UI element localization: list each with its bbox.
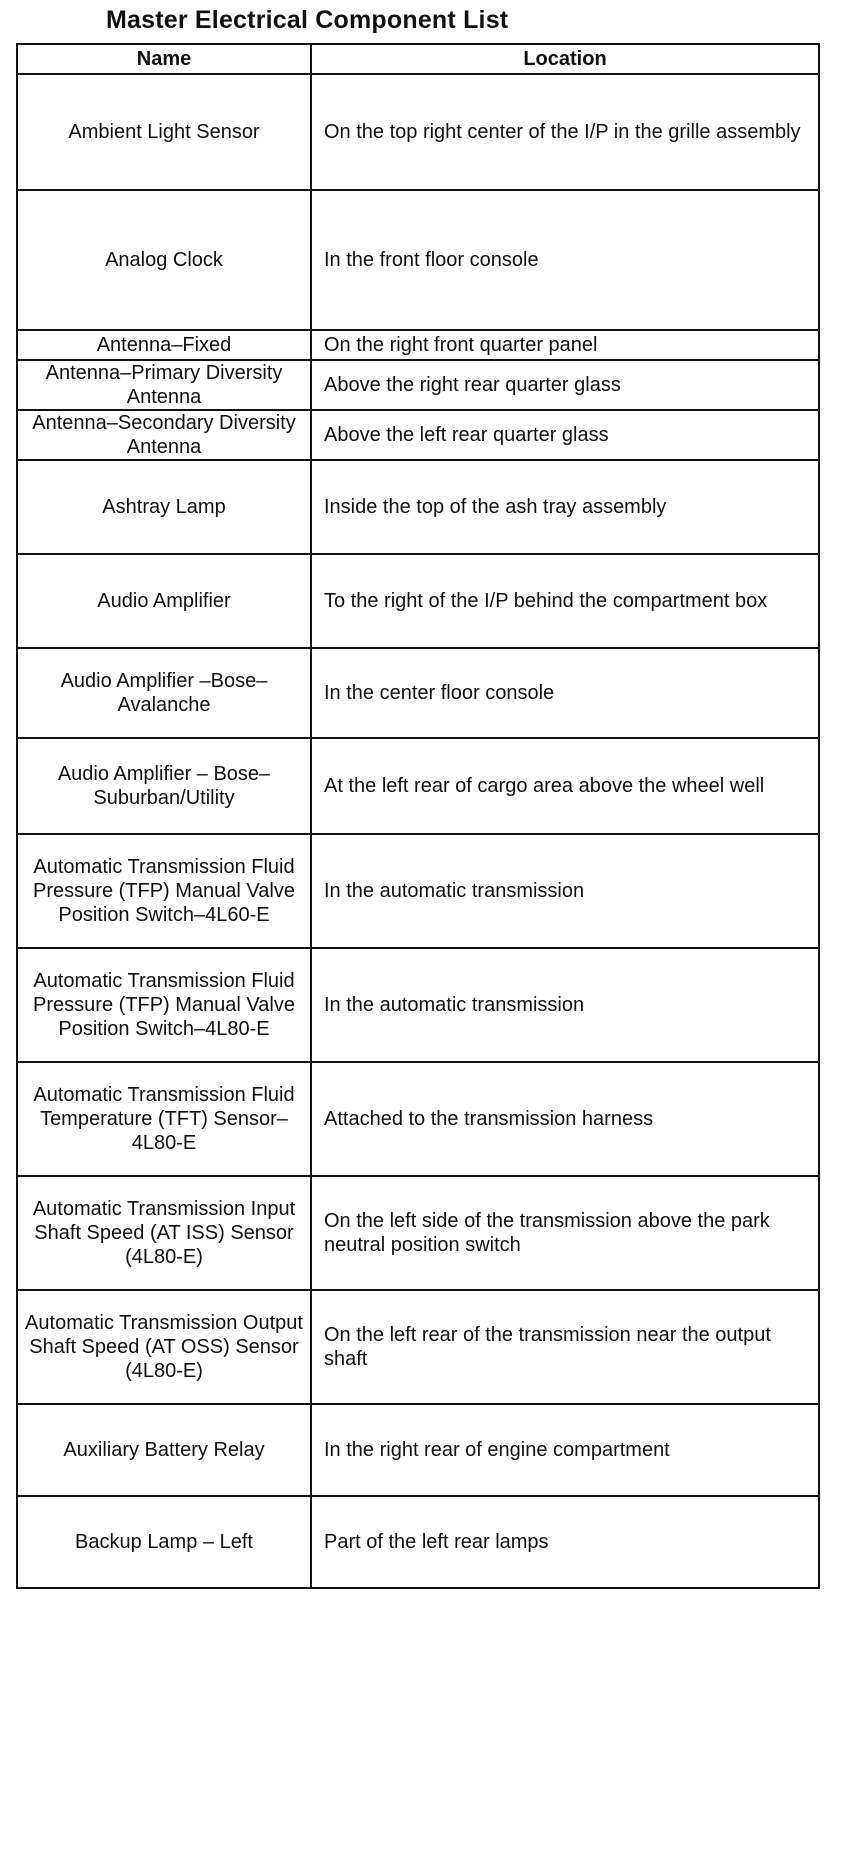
component-location: Above the left rear quarter glass — [311, 410, 819, 460]
component-location: Inside the top of the ash tray assembly — [311, 460, 819, 554]
table-row — [17, 460, 819, 554]
component-location: On the left rear of the transmission near the output shaft — [311, 1290, 819, 1404]
table-row — [17, 190, 819, 330]
component-name: Audio Amplifier –Bose–Avalanche — [17, 648, 311, 738]
component-table — [16, 43, 820, 1589]
document-title: Master Electrical Component List — [106, 6, 509, 34]
column-header-location: Location — [311, 44, 819, 74]
component-name: Antenna–Primary Diversity Antenna — [17, 360, 311, 410]
component-name: Auxiliary Battery Relay — [17, 1404, 311, 1496]
component-name: Analog Clock — [17, 190, 311, 330]
component-name: Antenna–Secondary Diversity Antenna — [17, 410, 311, 460]
table-row — [17, 834, 819, 948]
table-row — [17, 1062, 819, 1176]
component-name: Ashtray Lamp — [17, 460, 311, 554]
table-row — [17, 1290, 819, 1404]
component-name: Automatic Transmission Fluid Pressure (TFP) Manual Valve Position Switch–4L80-E — [17, 948, 311, 1062]
component-location: On the right front quarter panel — [311, 330, 819, 360]
table-row — [17, 554, 819, 648]
table-row — [17, 738, 819, 834]
component-name: Backup Lamp – Left — [17, 1496, 311, 1588]
component-name: Audio Amplifier – Bose–Suburban/Utility — [17, 738, 311, 834]
component-name: Antenna–Fixed — [17, 330, 311, 360]
component-name: Automatic Transmission Fluid Temperature (TFT) Sensor–4L80-E — [17, 1062, 311, 1176]
table-row — [17, 410, 819, 460]
component-location: In the automatic transmission — [311, 834, 819, 948]
component-location: In the center floor console — [311, 648, 819, 738]
table-row — [17, 330, 819, 360]
component-location: On the top right center of the I/P in the grille assembly — [311, 74, 819, 190]
component-location: Above the right rear quarter glass — [311, 360, 819, 410]
component-name: Automatic Transmission Output Shaft Speed (AT OSS) Sensor (4L80-E) — [17, 1290, 311, 1404]
table-row — [17, 1496, 819, 1588]
component-name: Ambient Light Sensor — [17, 74, 311, 190]
column-header-name: Name — [17, 44, 311, 74]
component-name: Audio Amplifier — [17, 554, 311, 648]
component-location: On the left side of the transmission above the park neutral position switch — [311, 1176, 819, 1290]
component-location: In the front floor console — [311, 190, 819, 330]
table-row — [17, 74, 819, 190]
component-location: In the right rear of engine compartment — [311, 1404, 819, 1496]
table-row — [17, 948, 819, 1062]
component-location: Attached to the transmission harness — [311, 1062, 819, 1176]
table-row — [17, 648, 819, 738]
component-name: Automatic Transmission Fluid Pressure (TFP) Manual Valve Position Switch–4L60-E — [17, 834, 311, 948]
component-location: Part of the left rear lamps — [311, 1496, 819, 1588]
table-row — [17, 1176, 819, 1290]
component-location: At the left rear of cargo area above the wheel well — [311, 738, 819, 834]
table-row — [17, 1404, 819, 1496]
component-location: In the automatic transmission — [311, 948, 819, 1062]
component-location: To the right of the I/P behind the compartment box — [311, 554, 819, 648]
table-row — [17, 360, 819, 410]
header-row — [17, 44, 819, 74]
component-name: Automatic Transmission Input Shaft Speed (AT ISS) Sensor (4L80-E) — [17, 1176, 311, 1290]
